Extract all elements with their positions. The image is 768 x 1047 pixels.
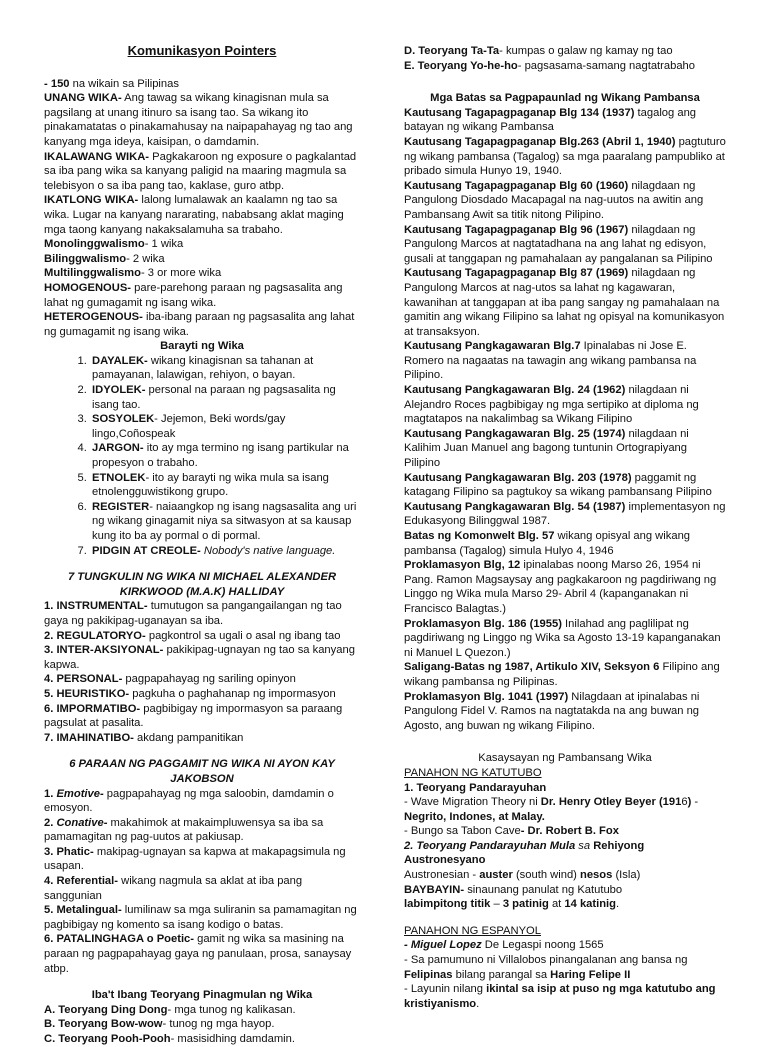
- teorya-continued: [404, 44, 726, 73]
- list-item: 3. INTER-AKSIYONAL- pakikipag-ugnayan ng tao sa kanyang kapwa.: [44, 644, 355, 671]
- list-item: Saligang-Batas ng 1987, Artikulo XIV, Seksyon 6 Filipino ang wikang pambansa ng Pilipinas.: [404, 661, 720, 688]
- kasaysayan-section: [404, 751, 726, 1011]
- list-item: Kautusang Tagapagpaganap Blg 87 (1969) nilagdaan ng Pangulong Marcos at nag-utos sa lahat ng kagawaran, kawanihan at tanggapan at iba pang sangay ng pamahalaan na gamitin ang wikang Filipino sa lahat ng opisyal na komunikasyon at transaksyon.: [404, 267, 725, 338]
- monolinggwalismo-def: Monolinggwalismo- 1 wika: [44, 238, 184, 251]
- baybayin-line: BAYBAYIN- sinaunang panulat ng Katutubo: [404, 883, 623, 896]
- document-title: Komunikasyon Pointers: [127, 43, 277, 58]
- teorya-pandarayuhan: 1. Teoryang Pandarayuhan: [404, 781, 547, 794]
- list-item: Kautusang Tagapagpaganap Blg 96 (1967) nilagdaan ng Pangulong Marcos at nagtatadhana na ang lahat ng edisyon, gusali at tanggapan ng pamahalaan ay pangalanan sa Pilipino: [404, 223, 713, 265]
- list-item: 3. Phatic- makipag-ugnayan sa kapwa at makapagsimula ng usapan.: [44, 845, 346, 873]
- list-item: Batas ng Komonwelt Blg. 57 wikang opisyal ang wikang pambansa (Tagalog) simula Hulyo 4, 1946: [404, 530, 691, 557]
- list-item: 7. PIDGIN AT CREOLE- Nobody's native language.: [90, 544, 360, 559]
- list-item: 6. PATALINGHAGA o Poetic- gamit ng wika sa masining na paraan ng pagpapahayag gaya ng panulaan, prosa, sanaysay atbp.: [44, 933, 352, 975]
- list-item: 5. HEURISTIKO- pagkuha o paghahanap ng impormasyon: [44, 687, 336, 700]
- language-count-line: - 150 na wikain sa Pilipinas: [44, 77, 179, 90]
- list-item: Proklamasyon Blg. 1041 (1997) Nilagdaan at ipinalabas ni Pangulong Fidel V. Ramos na nagtatakda na ang buwan ng Agosto, ang buwan ng wikang Filipino.: [404, 690, 700, 732]
- intro-section: [44, 77, 360, 340]
- list-item: 6. REGISTER- naiaangkop ng isang nagsasalita ang uri ng wikang ginagamit niya sa sitwasyon at sa kausap kung ito ba ay pormal o di pormal.: [90, 500, 360, 544]
- list-item: Kautusang Pangkagawaran Blg.7 Ipinalabas ni Jose E. Romero na nagaatas na tawagin ang wikang pambansa na Pilipino.: [404, 340, 697, 382]
- legaspi-line: - Miguel Lopez De Legaspi noong 1565: [404, 939, 604, 952]
- list-item: C. Teoryang Pooh-Pooh- masisidhing damdamin.: [44, 1033, 295, 1045]
- list-item: B. Teoryang Bow-wow- tunog ng mga hayop.: [44, 1018, 275, 1031]
- list-item: Kautusang Pangkagawaran Blg. 54 (1987) implementasyon ng Edukasyong Bilinggwal 1987.: [404, 500, 726, 528]
- list-item: Kautusang Pangkagawaran Blg. 203 (1978) paggamit ng katagang Filipino sa pagtukoy sa wikang pambansang Pilipino: [404, 471, 712, 499]
- list-item: A. Teoryang Ding Dong- mga tunog ng kalikasan.: [44, 1003, 296, 1016]
- list-item: 4. JARGON- ito ay mga termino ng isang partikular na propesyon o trabaho.: [90, 441, 360, 470]
- list-item: Kautusang Tagapagpaganap Blg 60 (1960) nilagdaan ng Pangulong Diosdado Macapagal na nag-uutos na awitin ang Pambansang Awit sa titik nitong Pilipino.: [404, 179, 704, 221]
- unang-wika-def: UNANG WIKA- Ang tawag sa wikang kinagisnan mula sa pagsilang at unang itinuro sa isang tao. Sa wikang ito pinakamatatas o pinakamahusay na naipapahayag ng tao ang kanyang mga ideya, kaisipan, o damdamin.: [44, 92, 353, 148]
- barayti-heading: Barayti ng Wika: [160, 340, 244, 353]
- teorya-heading: Iba't Ibang Teoryang Pinagmulan ng Wika: [91, 989, 313, 1002]
- list-item: Kautusang Pangkagawaran Blg. 25 (1974) nilagdaan ni Kalihim Juan Manuel ang bagong tuntunin Ortograpiyang Pilipino: [404, 427, 689, 470]
- felipinas-line: - Sa pamumuno ni Villalobos pinangalanan ang bansa ng Felipinas bilang parangal sa Haring Felipe II: [404, 954, 688, 981]
- list-item: 1. INSTRUMENTAL- tumutugon sa pangangailangan ng tao gaya ng pakikipag-uganayan sa iba.: [44, 600, 342, 627]
- list-item: 1. DAYALEK- wikang kinagisnan sa tahanan at pamayanan, lalawigan, rehiyon, o bayan.: [90, 354, 360, 383]
- list-item: 5. Metalingual- lumilinaw sa mga suliranin sa pamamagitan ng pagbibigay ng komento sa isang kodigo o batas.: [44, 904, 357, 931]
- batas-section: [404, 91, 726, 733]
- list-item: 4. PERSONAL- pagpapahayag ng sariling opinyon: [44, 673, 296, 686]
- homogenous-def: HOMOGENOUS- pare-parehong paraan ng pagsasalita ang lahat ng gumagamit ng isang wika.: [44, 281, 343, 309]
- list-item: 3. SOSYOLEK- Jejemon, Beki words/gay lingo,Coñospeak: [90, 412, 360, 441]
- wave-migration-line: - Wave Migration Theory ni Dr. Henry Otley Beyer (1916) - Negrito, Indones, at Malay.: [404, 796, 699, 823]
- ikatlong-wika-def: IKATLONG WIKA- lalong lumalawak an kaalamn ng tao sa wika. Lugar na kanyang nararating, nababsang aklat maging mga taong kanyang nakaksalamuha sa trabaho.: [44, 194, 344, 236]
- list-item: 5. ETNOLEK- ito ay barayti ng wika mula sa isang etnolengguwistikong grupo.: [90, 471, 360, 500]
- period-espanyol: PANAHON NG ESPANYOL: [404, 924, 541, 937]
- tabon-cave-line: - Bungo sa Tabon Cave- Dr. Robert B. Fox: [404, 825, 619, 838]
- austronesian-line: Austronesian - auster (south wind) nesos (Isla): [404, 869, 641, 882]
- jakobson-section: [44, 757, 360, 976]
- titik-line: labimpitong titik – 3 patinig at 14 katinig.: [404, 898, 620, 911]
- left-column: [44, 44, 360, 1047]
- halliday-section: [44, 570, 360, 745]
- list-item: 6. IMPORMATIBO- pagbibigay ng impormasyon sa paraang pagsulat at pasalita.: [44, 702, 343, 730]
- period-katutubo: PANAHON NG KATUTUBO: [404, 766, 542, 779]
- list-item: Proklamasyon Blg, 12 ipinalabas noong Marso 26, 1954 ni Pang. Ramon Magsaysay ang pagkakaroon ng pagdiriwang ng Linggo ng Wika mula Marso 29- Abril 4 (kapanganakan ni Francisco Balagtas.): [404, 559, 717, 615]
- list-item: 4. Referential- wikang nagmula sa aklat at iba pang sanggunian: [44, 875, 303, 902]
- list-item: 2. Conative- makahimok at makaimpluwensya sa iba sa pamamagitan ng pag-uutos at pakiusap.: [44, 816, 324, 844]
- list-item: 7. IMAHINATIBO- akdang pampanitikan: [44, 731, 244, 744]
- list-item: E. Teoryang Yo-he-ho- pagsasama-samang nagtatrabaho: [404, 59, 695, 72]
- barayti-list: [44, 354, 360, 558]
- teorya-section: [44, 988, 360, 1046]
- heterogenous-def: HETEROGENOUS- iba-ibang paraan ng pagsasalita ang lahat ng gumagamit ng isang wika.: [44, 311, 355, 338]
- list-item: Proklamasyon Blg. 186 (1955) Inilahad ang paglilipat ng pagdiriwang ng Linggo ng Wika sa Agosto 13-19 kapanganakan ni Manuel L Quezon.): [404, 617, 721, 659]
- layunin-line: - Layunin nilang ikintal sa isip at puso ng mga katutubo ang kristiyanismo.: [404, 983, 716, 1010]
- bilinggwalismo-def: Bilinggwalismo- 2 wika: [44, 252, 165, 265]
- jakobson-heading: 6 PARAAN NG PAGGAMIT NG WIKA NI AYON KAY JAKOBSON: [69, 758, 335, 785]
- list-item: 1. Emotive- pagpapahayag ng mga saloobin, damdamin o emosyon.: [44, 787, 334, 815]
- halliday-heading: 7 TUNGKULIN NG WIKA NI MICHAEL ALEXANDER KIRKWOOD (M.A.K) HALLIDAY: [67, 571, 337, 598]
- list-item: 2. REGULATORYO- pagkontrol sa ugali o asal ng ibang tao: [44, 629, 341, 642]
- list-item: Kautusang Pangkagawaran Blg. 24 (1962) nilagdaan ni Alejandro Roces pagbibigay ng mga sertipiko at diploma ng magtatapos na nakalimbag sa Wikang Filipino: [404, 384, 699, 426]
- ikalawang-wika-def: IKALAWANG WIKA- Pagkakaroon ng exposure o pagkalantad sa iba pang wika sa kanyang paligid na maaring magmula sa telebisyon o sa iba pang tao, kaklase, guro atbp.: [44, 150, 357, 192]
- barayti-section: [44, 339, 360, 558]
- batas-heading: Mga Batas sa Pagpapaunlad ng Wikang Pambansa: [430, 92, 700, 105]
- list-item: Kautusang Tagapagpaganap Blg 134 (1937) tagalog ang batayan ng wikang Pambansa: [404, 106, 697, 134]
- austronesyano-heading: 2. Teoryang Pandarayuhan Mula sa Rehiyong Austronesyano: [404, 839, 645, 867]
- list-item: 2. IDYOLEK- personal na paraan ng pagsasalita ng isang tao.: [90, 383, 360, 412]
- list-item: Kautusang Tagapagpaganap Blg.263 (Abril 1, 1940) pagtuturo ng wikang pambansa (Tagalog) sa mga paaralang pampubliko at pribado simula Hunyo 19, 1940.: [404, 135, 726, 178]
- multilinggwalismo-def: Multilinggwalismo- 3 or more wika: [44, 267, 222, 280]
- kasaysayan-heading: Kasaysayan ng Pambansang Wika: [478, 752, 652, 765]
- right-column: [404, 44, 726, 1011]
- list-item: D. Teoryang Ta-Ta- kumpas o galaw ng kamay ng tao: [404, 45, 673, 57]
